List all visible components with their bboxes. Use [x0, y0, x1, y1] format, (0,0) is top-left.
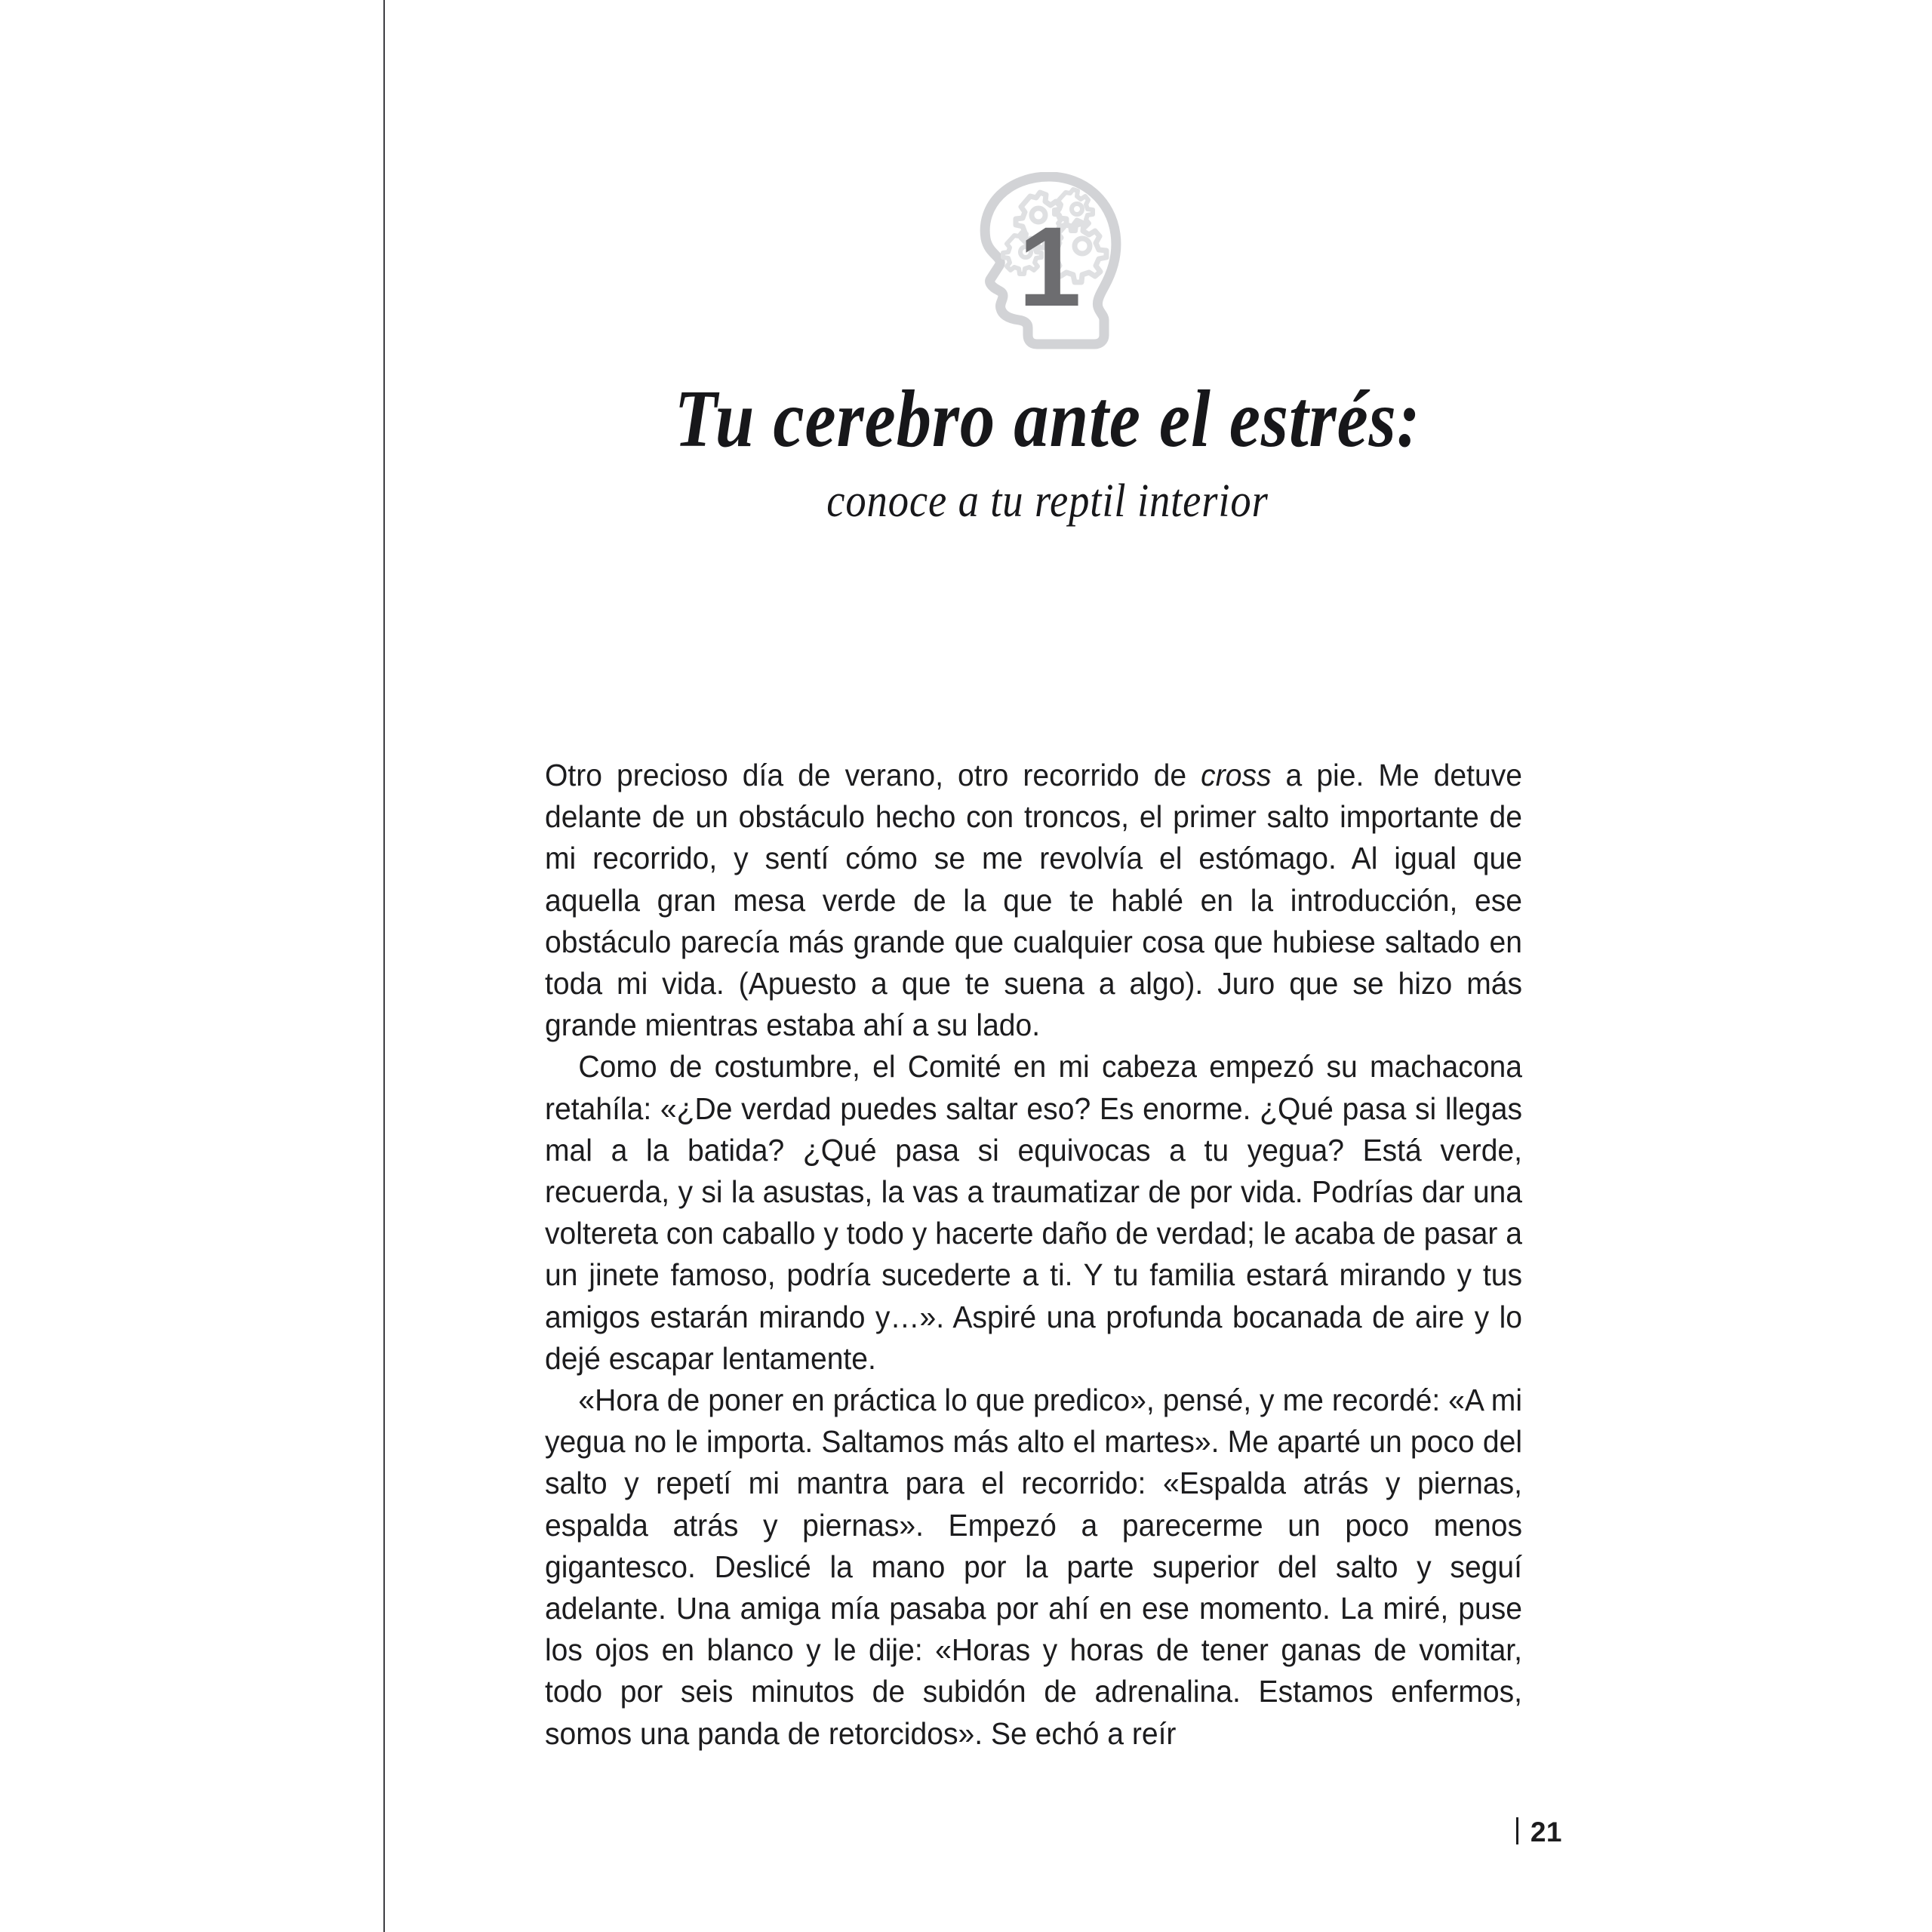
page-number: 21 — [1530, 1817, 1562, 1847]
paragraph-2: Como de costumbre, el Comité en mi cabeza empezó su machacona retahíla: «¿De verdad puedes saltar eso? Es enorme. ¿Qué pasa si llegas mal a la batida? ¿Qué pasa si equivocas a tu yegua? Está verde, recuerda, y si la asustas, la vas a traumatizar de por vida. Podrías dar una voltereta con caballo y todo y hacerte daño de verdad; le acaba de pasar a un jinete famoso, podría sucederte a ti. Y tu familia estará mirando y tus amigos estarán mirando y…». Aspiré una profunda bocanada de aire y lo dejé escapar lentamente. — [545, 1049, 1523, 1376]
chapter-number: 1 — [1018, 203, 1080, 330]
paragraph-1-emphasis: cross — [1201, 758, 1272, 792]
page-title: Tu cerebro ante el estrés: — [674, 374, 1421, 464]
paragraph-1-lead: Otro precioso día de verano, otro recorrido de — [545, 758, 1201, 792]
folio-divider — [1516, 1817, 1518, 1844]
paragraph-1-rest: a pie. Me detuve delante de un obstáculo hecho con troncos, el primer salto importante de mi recorrido, y sentí cómo se me revolvía el estómago. Al igual que aquella gran mesa verde de la que te hablé en la introducción, ese obstáculo parecía más grande que cualquier cosa que hubiese saltado en toda mi vida. (Apuesto a que te suena a algo). Juro que se hizo más grande mientras estaba ahí a su lado. — [545, 758, 1523, 1043]
paragraph-1 — [545, 755, 1522, 1046]
chapter-title-block — [383, 374, 1712, 528]
gutter-rule — [383, 0, 385, 1932]
page-footer — [1434, 1814, 1562, 1848]
head-with-gears-icon — [971, 172, 1128, 350]
page-subtitle: conoce a tu reptil interior — [826, 475, 1269, 528]
body-text — [545, 755, 1522, 1755]
paragraph-3: «Hora de poner en práctica lo que predico», pensé, y me recordé: «A mi yegua no le importa. Saltamos más alto el martes». Me aparté un poco del salto y repetí mi mantra para el recorrido: «Espalda atrás y piernas, espalda atrás y piernas». Empezó a parecerme un poco menos gigantesco. Deslicé la mano por la parte superior del salto y seguí adelante. Una amiga mía pasaba por ahí en ese momento. La miré, puse los ojos en blanco y le dije: «Horas y horas de tener ganas de vomitar, todo por seis minutos de subidón de adrenalina. Estamos enfermos, somos una panda de retorcidos». Se echó a reír — [545, 1383, 1523, 1751]
